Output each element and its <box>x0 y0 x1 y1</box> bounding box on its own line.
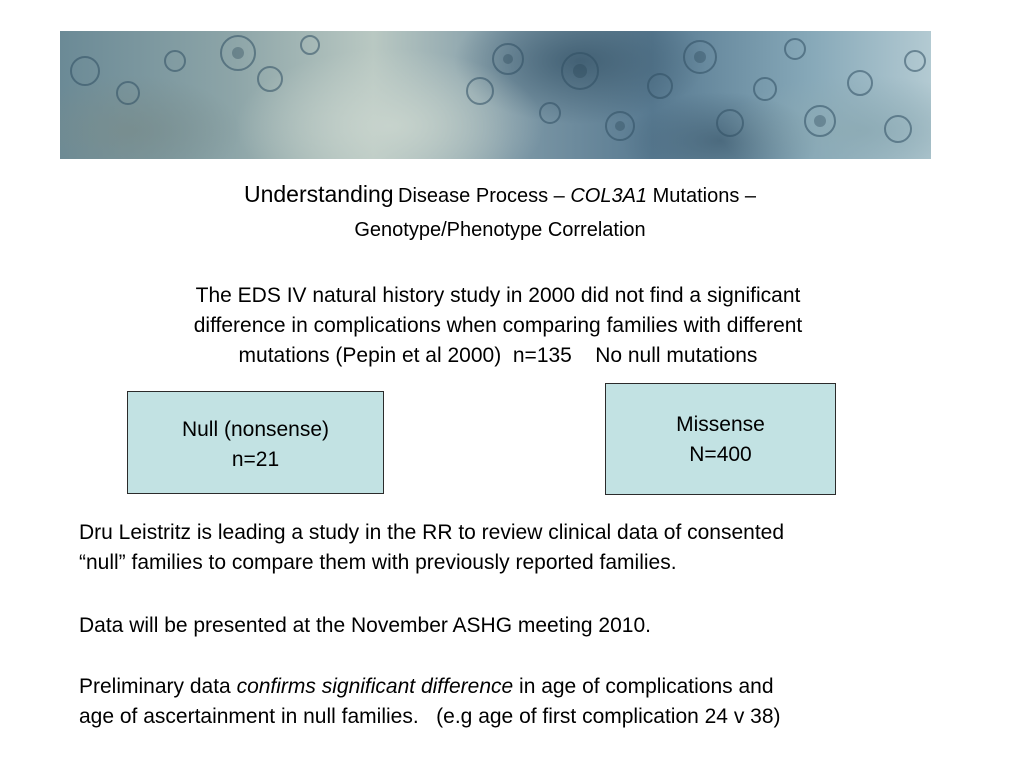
slide-title <box>100 178 900 248</box>
study-line-1: Dru Leistritz is leading a study in the RR to review clinical data of consented <box>79 521 785 544</box>
preliminary-rest: in age of complications and <box>513 675 774 698</box>
intro-text <box>100 281 896 371</box>
preliminary-emphasis: confirms significant difference <box>236 675 514 698</box>
title-line2: Genotype/Phenotype Correlation <box>354 219 646 241</box>
presentation-line: Data will be presented at the November ASHG meeting 2010. <box>79 614 651 637</box>
null-count: n=21 <box>231 448 280 471</box>
null-label: Null (nonsense) <box>181 418 330 441</box>
title-mutations: Mutations – <box>647 185 757 207</box>
title-gene: COL3A1 <box>570 185 648 207</box>
title-understanding: Understanding <box>243 181 394 207</box>
missense-mutation-box <box>605 383 836 495</box>
preliminary-paragraph <box>79 672 959 732</box>
missense-label: Missense <box>676 413 765 436</box>
preliminary-start: Preliminary data <box>79 675 237 698</box>
banner-microscopy-image <box>60 31 931 159</box>
cell-pattern <box>60 31 931 159</box>
missense-count: N=400 <box>689 443 752 466</box>
study-line-2: “null” families to compare them with previously reported families. <box>79 551 677 574</box>
null-mutation-box <box>127 391 384 494</box>
intro-line-2: difference in complications when comparing families with different <box>193 314 803 337</box>
intro-line-1: The EDS IV natural history study in 2000 did not find a significant <box>195 284 801 307</box>
preliminary-line-2: age of ascertainment in null families. (e.g age of first complication 24 v 38) <box>79 705 781 728</box>
presentation-paragraph <box>79 611 959 641</box>
study-paragraph <box>79 518 959 578</box>
title-disease-process: Disease Process – <box>398 185 571 207</box>
intro-line-3: mutations (Pepin et al 2000) n=135 No null mutations <box>238 344 758 367</box>
